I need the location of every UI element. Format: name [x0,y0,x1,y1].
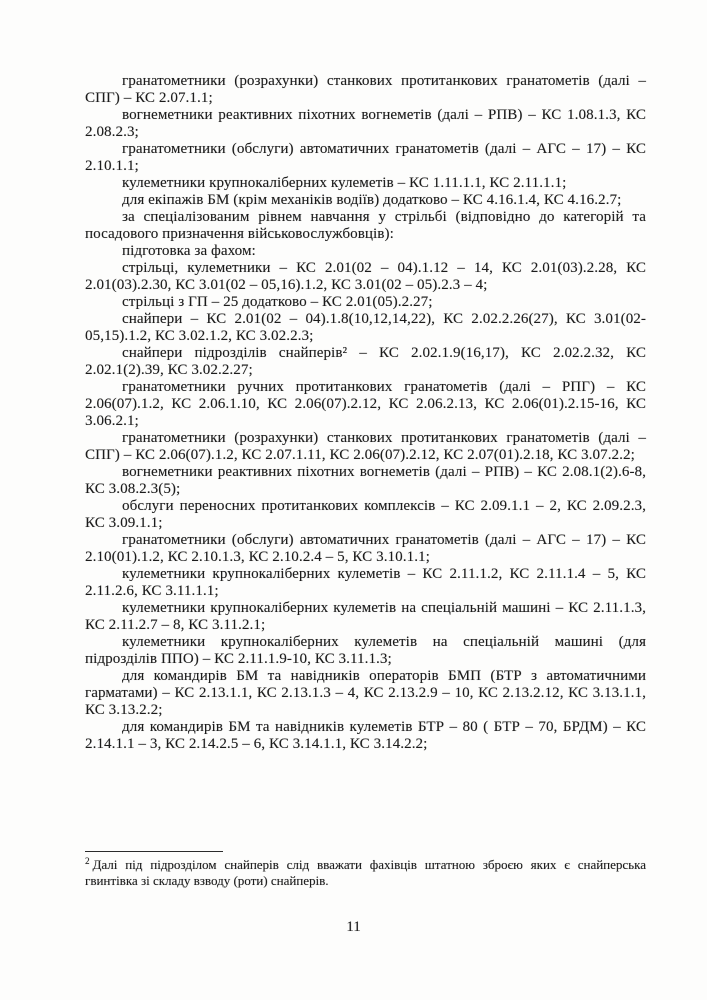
paragraph: для командирів БМ та навідників кулеметів БТР – 80 ( БТР – 70, БРДМ) – КС 2.14.1.1 – 3, КС 2.14.2.5 – 6, КС 3.14.1.1, КС 3.14.2.2; [85,719,646,752]
footnote-text: Далі під підрозділом снайперів слід вважати фахівців штатною зброєю яких є снайперська гвинтівка зі складу взводу (роти) снайперів. [85,857,646,888]
paragraph: снайпери – КС 2.01(02 – 04).1.8(10,12,14,22), КС 2.02.2.26(27), КС 3.01(02-05,15).1.2, КС 3.02.1.2, КС 3.02.2.3; [85,311,646,344]
paragraph: стрільці з ГП – 25 додатково – КС 2.01(05).2.27; [122,294,433,310]
footnote-area [85,851,646,889]
paragraph: обслуги переносних протитанкових комплексів – КС 2.09.1.1 – 2, КС 2.09.2.3, КС 3.09.1.1; [85,498,646,531]
paragraph: для екіпажів БМ (крім механіків водіїв) додатково – КС 4.16.1.4, КС 4.16.2.7; [122,192,622,208]
paragraph: підготовка за фахом: [122,243,256,259]
paragraph: вогнеметники реактивних піхотних вогнеметів (далі – РПВ) – КС 2.08.1(2).6-8, КС 3.08.2.3(5); [85,464,646,497]
footnote [85,857,646,889]
paragraph: стрільці, кулеметники – КС 2.01(02 – 04).1.12 – 14, КС 2.01(03).2.28, КС 2.01(03).2.30, КС 3.01(02 – 05,16).1.2, КС 3.01(02 – 05).2.3 – 4; [85,260,646,293]
paragraph: гранатометники (обслуги) автоматичних гранатометів (далі – АГС – 17) – КС 2.10.1.1; [85,141,646,174]
paragraph: гранатометники ручних протитанкових гранатометів (далі – РПГ) – КС 2.06(07).1.2, КС 2.06.1.10, КС 2.06(07).2.12, КС 2.06.2.13, КС 2.06(01).2.15-16, КС 3.06.2.1; [85,379,646,429]
paragraph: кулеметники крупнокаліберних кулеметів на спеціальній машині (для підрозділів ППО) – КС 2.11.1.9-10, КС 3.11.1.3; [85,634,646,667]
paragraph: кулеметники крупнокаліберних кулеметів – КС 2.11.1.2, КС 2.11.1.4 – 5, КС 2.11.2.6, КС 3.11.1.1; [85,566,646,599]
page-number: 11 [346,919,361,935]
footnote-marker: 2 [85,855,90,866]
paragraph: кулеметники крупнокаліберних кулеметів – КС 1.11.1.1, КС 2.11.1.1; [122,175,567,191]
paragraph: за спеціалізованим рівнем навчання у стрільбі (відповідно до категорій та посадового призначення військовослужбовців): [85,209,646,242]
paragraph: гранатометники (розрахунки) станкових протитанкових гранатометів (далі – СПГ) – КС 2.07.1.1; [85,73,646,106]
paragraph: гранатометники (розрахунки) станкових протитанкових гранатометів (далі – СПГ) – КС 2.06(07).1.2, КС 2.07.1.11, КС 2.06(07).2.12, КС 2.07(01).2.18, КС 3.07.2.2; [85,430,646,463]
footnote-separator [85,851,223,852]
paragraph: гранатометники (обслуги) автоматичних гранатометів (далі – АГС – 17) – КС 2.10(01).1.2, КС 2.10.1.3, КС 2.10.2.4 – 5, КС 3.10.1.1; [85,532,646,565]
paragraph: кулеметники крупнокаліберних кулеметів на спеціальній машині – КС 2.11.1.3, КС 2.11.2.7 – 8, КС 3.11.2.1; [85,600,646,633]
paragraph: снайпери підрозділів снайперів² – КС 2.02.1.9(16,17), КС 2.02.2.32, КС 2.02.1(2).39, КС 3.02.2.27; [85,345,646,378]
body-text [85,73,646,753]
paragraph: для командирів БМ та навідників операторів БМП (БТР з автоматичними гарматами) – КС 2.13.1.1, КС 2.13.1.3 – 4, КС 2.13.2.9 – 10, КС 2.13.2.12, КС 3.13.1.1, КС 3.13.2.2; [85,668,646,718]
paragraph: вогнеметники реактивних піхотних вогнеметів (далі – РПВ) – КС 1.08.1.3, КС 2.08.2.3; [85,107,646,140]
